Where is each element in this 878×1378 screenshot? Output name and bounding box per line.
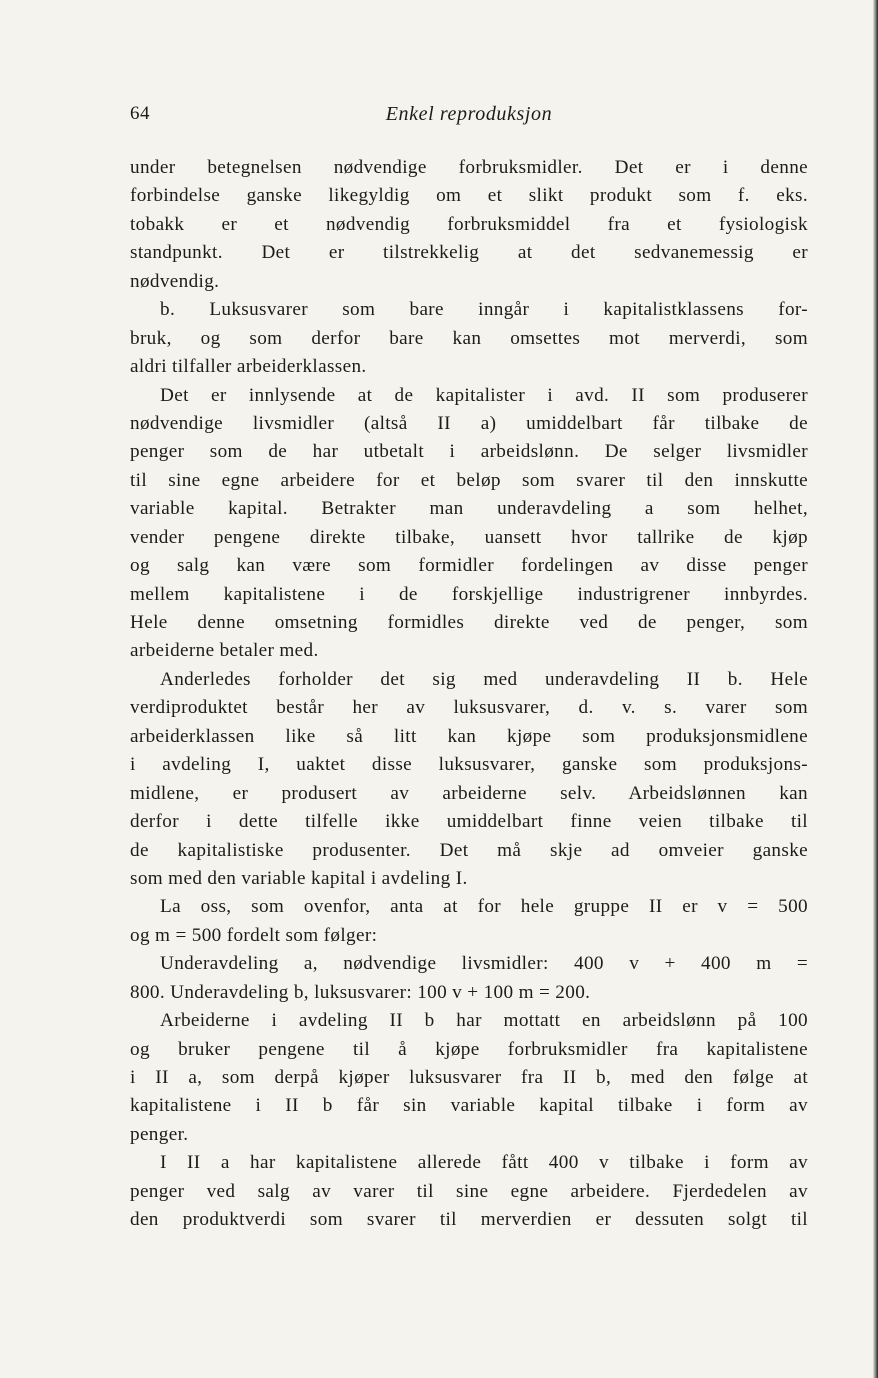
text-line: og bruker pengene til å kjøpe forbruksmidler fra kapitalistene: [130, 1038, 808, 1060]
text-line: midlene, er produsert av arbeiderne selv. Arbeidslønnen kan: [130, 782, 808, 804]
text-line: standpunkt. Det er tilstrekkelig at det sedvanemessig er: [130, 242, 808, 264]
text-line: Hele denne omsetning formidles direkte ved de penger, som: [130, 612, 808, 633]
text-line: La oss, som ovenfor, anta at for hele gruppe II er v = 500: [160, 896, 808, 918]
text-line: b. Luksusvarer som bare inngår i kapitalistklassens for-: [160, 299, 808, 321]
text-line: og m = 500 fordelt som følger:: [130, 924, 378, 946]
text-line: den produktverdi som svarer til merverdien er dessuten solgt til: [130, 1209, 808, 1231]
text-line: nødvendige livsmidler (altså II a) umiddelbart får tilbake de: [130, 412, 808, 434]
body-text: [130, 154, 808, 1235]
text-line: arbeiderne betaler med.: [130, 640, 319, 662]
text-line: penger ved salg av varer til sine egne arbeidere. Fjerdedelen av: [130, 1180, 808, 1202]
text-line: forbindelse ganske likegyldig om et slikt produkt som f. eks.: [130, 185, 808, 207]
text-line: variable kapital. Betrakter man underavdeling a som helhet,: [130, 498, 808, 520]
text-line: nødvendig.: [130, 270, 220, 292]
page-edge: [873, 0, 878, 1378]
text-line: penger som de har utbetalt i arbeidslønn. De selger livsmidler: [130, 441, 808, 463]
text-line: kapitalistene i II b får sin variable kapital tilbake i form av: [130, 1095, 808, 1117]
text-line: som med den variable kapital i avdeling I.: [130, 867, 468, 889]
text-line: verdiproduktet består her av luksusvarer, d. v. s. varer som: [130, 697, 808, 719]
text-line: tobakk er et nødvendig forbruksmiddel fra et fysiologisk: [130, 213, 808, 235]
text-line: derfor i dette tilfelle ikke umiddelbart finne veien tilbake til: [130, 811, 808, 833]
page-header: [130, 103, 808, 131]
text-line: aldri tilfaller arbeiderklassen.: [130, 356, 367, 378]
text-line: I II a har kapitalistene allerede fått 400 v tilbake i form av: [160, 1152, 808, 1174]
text-line: og salg kan være som formidler fordelingen av disse penger: [130, 555, 808, 577]
text-line: i II a, som derpå kjøper luksusvarer fra II b, med den følge at: [130, 1067, 808, 1088]
text-line: penger.: [130, 1123, 189, 1145]
text-line: vender pengene direkte tilbake, uansett hvor tallrike de kjøp: [130, 526, 808, 548]
text-line: Underavdeling a, nødvendige livsmidler: 400 v + 400 m =: [160, 953, 808, 975]
text-line: arbeiderklassen like så litt kan kjøpe som produksjonsmidlene: [130, 725, 808, 747]
text-line: 800. Underavdeling b, luksusvarer: 100 v + 100 m = 200.: [130, 981, 591, 1003]
page-number: 64: [130, 103, 150, 124]
text-line: i avdeling I, uaktet disse luksusvarer, ganske som produksjons-: [130, 754, 808, 776]
text-line: de kapitalistiske produsenter. Det må skje ad omveier ganske: [130, 839, 808, 861]
text-line: under betegnelsen nødvendige forbruksmidler. Det er i denne: [130, 157, 808, 178]
text-line: Anderledes forholder det sig med underavdeling II b. Hele: [160, 668, 808, 690]
text-line: Arbeiderne i avdeling II b har mottatt en arbeidslønn på 100: [160, 1010, 808, 1032]
text-line: bruk, og som derfor bare kan omsettes mot merverdi, som: [130, 327, 808, 349]
text-line: Det er innlysende at de kapitalister i avd. II som produserer: [160, 384, 808, 406]
text-line: til sine egne arbeidere for et beløp som svarer til den innskutte: [130, 469, 808, 491]
text-line: mellem kapitalistene i de forskjellige industrigrener innbyrdes.: [130, 583, 808, 605]
running-title: Enkel reproduksjon: [385, 103, 553, 125]
